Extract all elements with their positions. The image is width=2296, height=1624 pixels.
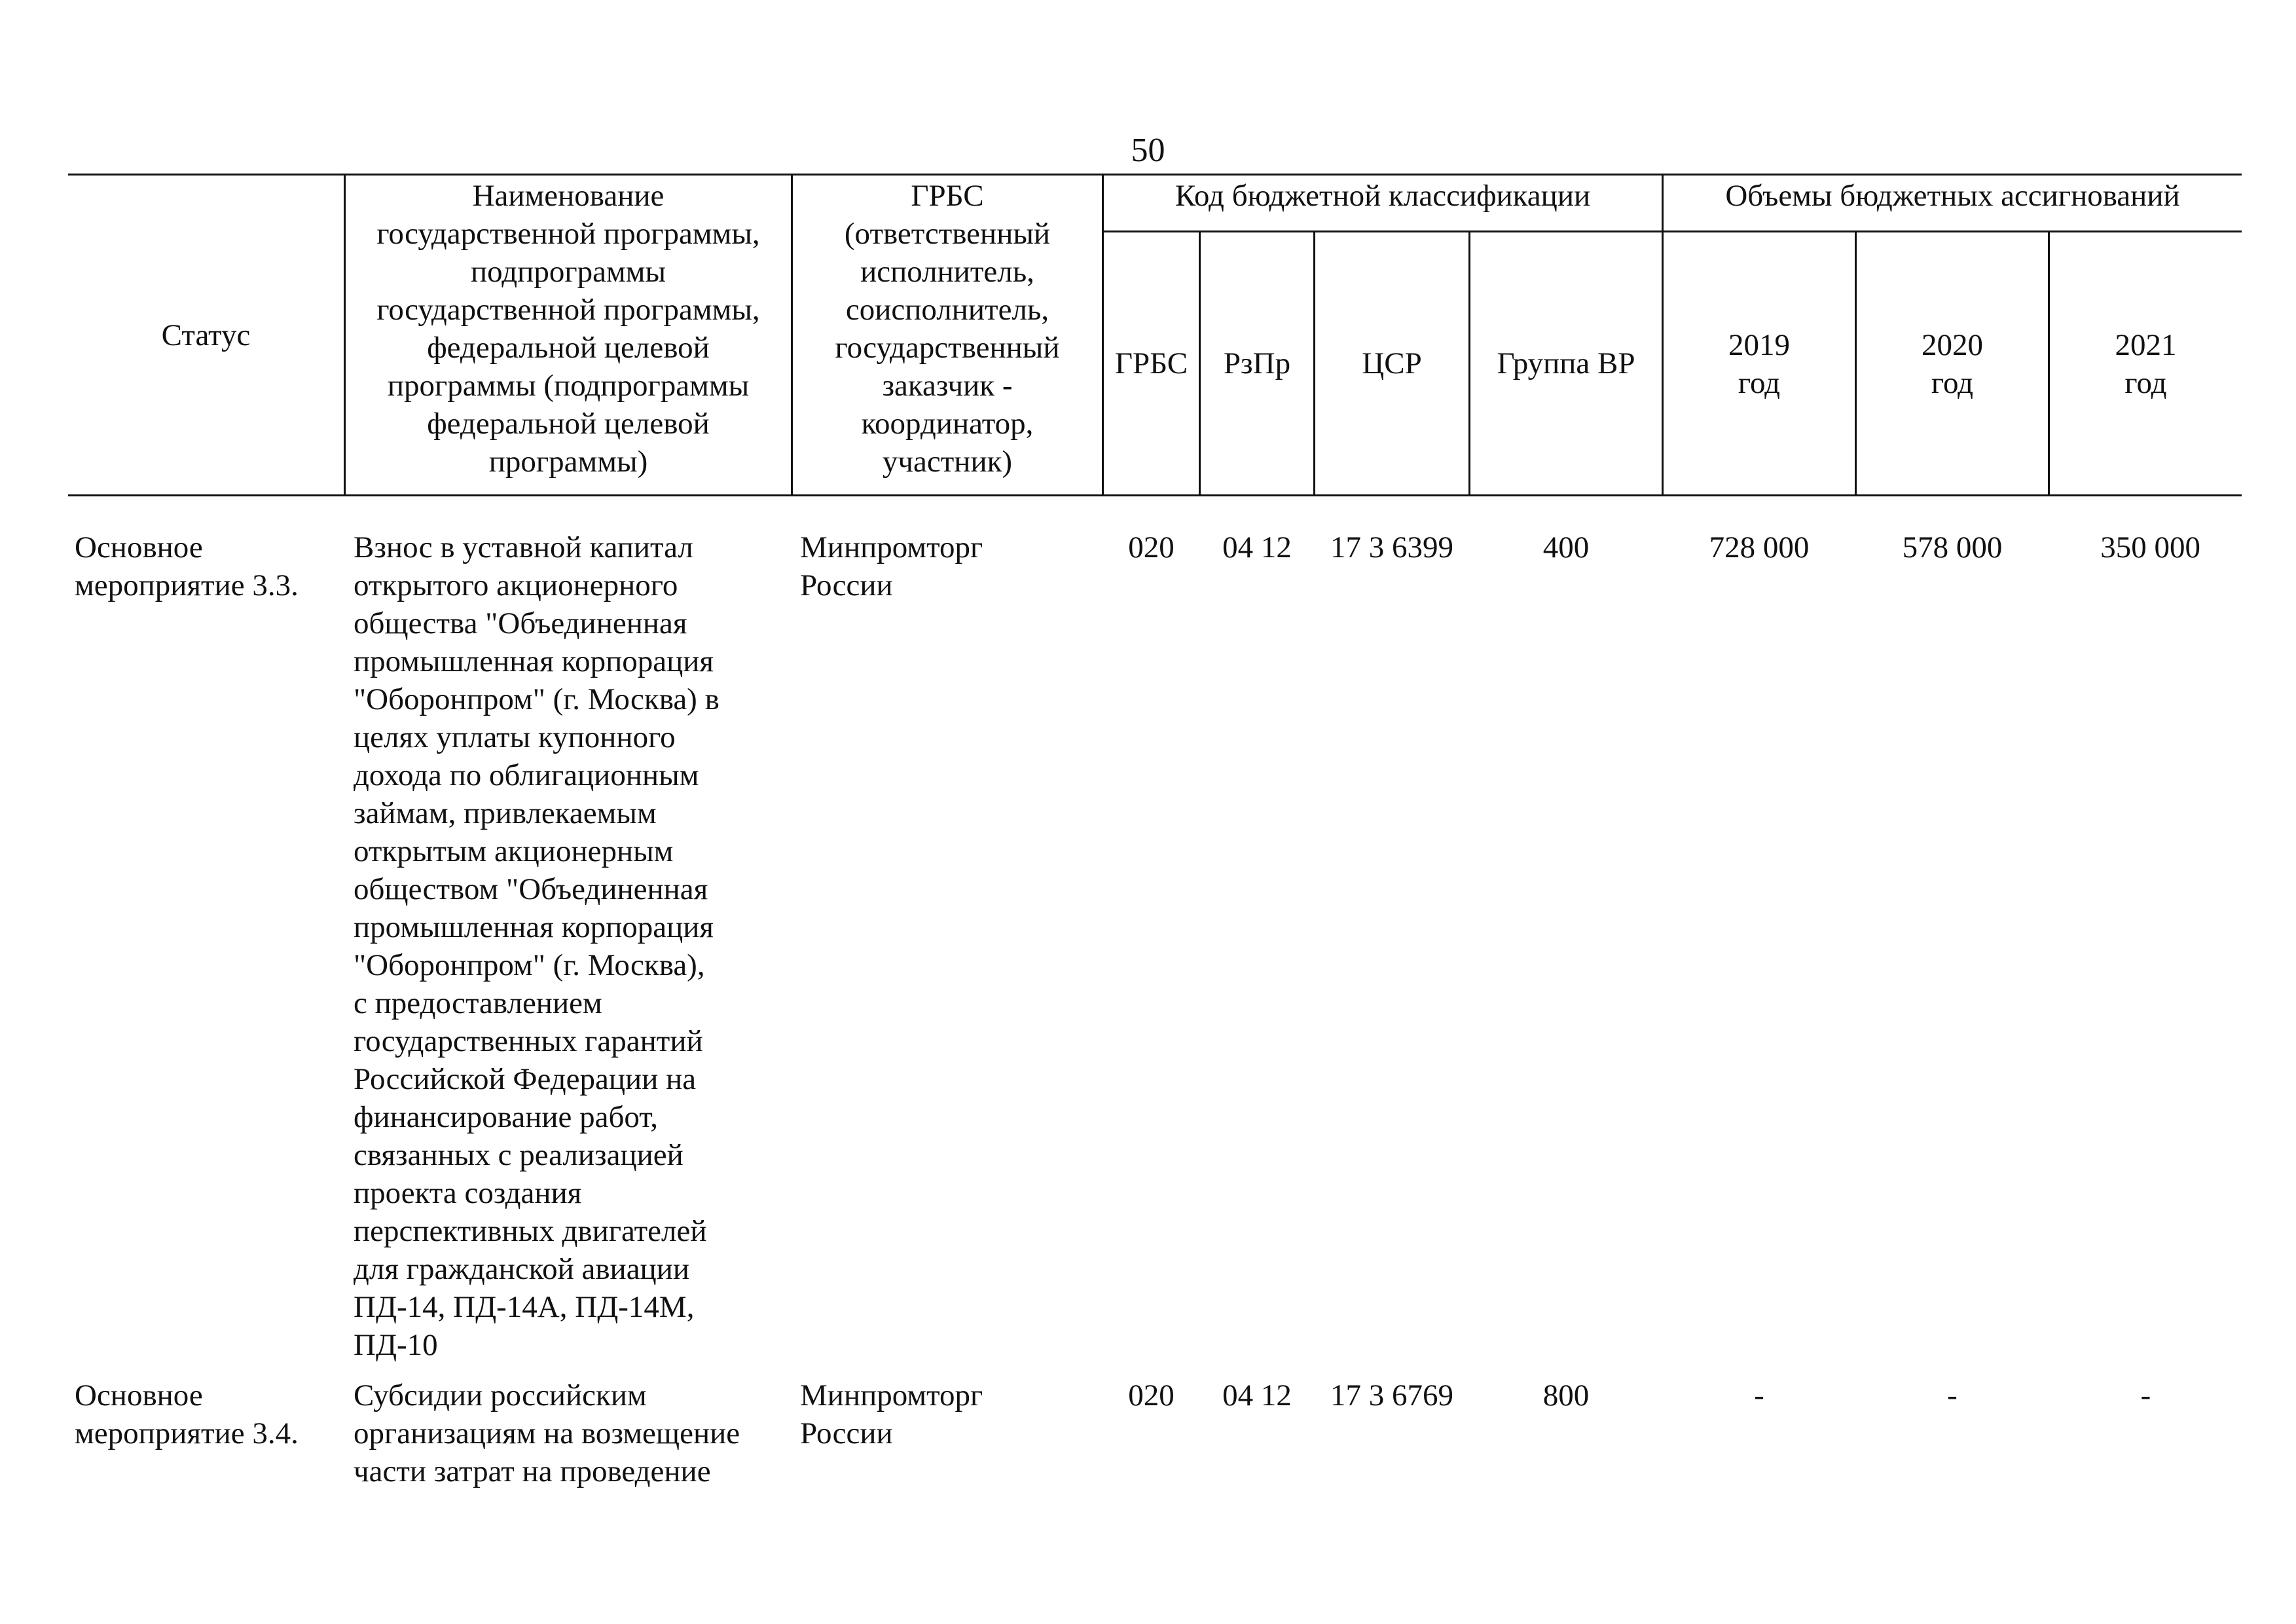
row-2021: -: [2140, 1378, 2151, 1412]
row-group-vr: 400: [1542, 530, 1590, 564]
row-status: Основное мероприятие 3.3.: [75, 530, 299, 602]
header-name: Наименование государственной программы, подпрограммы государственной программы, федеральной целевой программы (подпрограммы федеральной целевой программы): [376, 179, 760, 479]
row-2019: -: [1754, 1378, 1764, 1412]
header-status: Статус: [161, 318, 251, 352]
row-csr: 17 3 6399: [1330, 530, 1453, 564]
row-2020: -: [1947, 1378, 1958, 1412]
row-group-vr: 800: [1542, 1378, 1590, 1412]
header-rzpr: РзПр: [1223, 346, 1291, 380]
row-rzpr: 04 12: [1222, 530, 1292, 564]
row-csr: 17 3 6769: [1330, 1378, 1453, 1412]
row-name: Субсидии российским организациям на возмещение части затрат на проведение: [354, 1378, 740, 1488]
header-year-2020: 2020 год: [1922, 328, 1983, 400]
row-2021: 350 000: [2100, 530, 2200, 564]
page-number: 50: [1131, 132, 1165, 169]
header-csr: ЦСР: [1362, 346, 1422, 380]
header-bottom-rule: [68, 494, 2242, 496]
table-top-rule: [68, 174, 2242, 175]
row-responsible: Минпромторг России: [800, 1378, 983, 1450]
row-2020: 578 000: [1902, 530, 2003, 564]
header-budget-volumes: Объемы бюджетных ассигнований: [1725, 179, 2180, 213]
row-name: Взнос в уставной капитал открытого акционерного общества "Объединенная промышленная корпорация "Оборонпром" (г. Москва) в целях уплаты купонного дохода по облигационным займам, привлекаемым открытым акционерным обществом "Объединенная промышленная корпорация "Оборонпром" (г. Москва), с предоставлением государственных гарантий Российской Федерации на финансирование работ, связанных с реализацией проекта создания перспективных двигателей для гражданской авиации ПД-14, ПД-14А, ПД-14М, ПД-10: [354, 530, 720, 1362]
header-group-vr: Группа ВР: [1497, 346, 1635, 380]
header-grbs-main: ГРБС (ответственный исполнитель, соисполнитель, государственный заказчик - координатор, участник): [835, 179, 1060, 479]
header-year-2021: 2021 год: [2115, 328, 2177, 400]
row-status: Основное мероприятие 3.4.: [75, 1378, 299, 1450]
row-grbs: 020: [1128, 530, 1175, 564]
row-rzpr: 04 12: [1222, 1378, 1292, 1412]
row-responsible: Минпромторг России: [800, 530, 983, 602]
row-grbs: 020: [1128, 1378, 1175, 1412]
header-budget-code: Код бюджетной классификации: [1175, 179, 1591, 213]
header-year-2019: 2019 год: [1728, 328, 1790, 400]
header-grbs: ГРБС: [1114, 346, 1188, 380]
row-2019: 728 000: [1709, 530, 1810, 564]
